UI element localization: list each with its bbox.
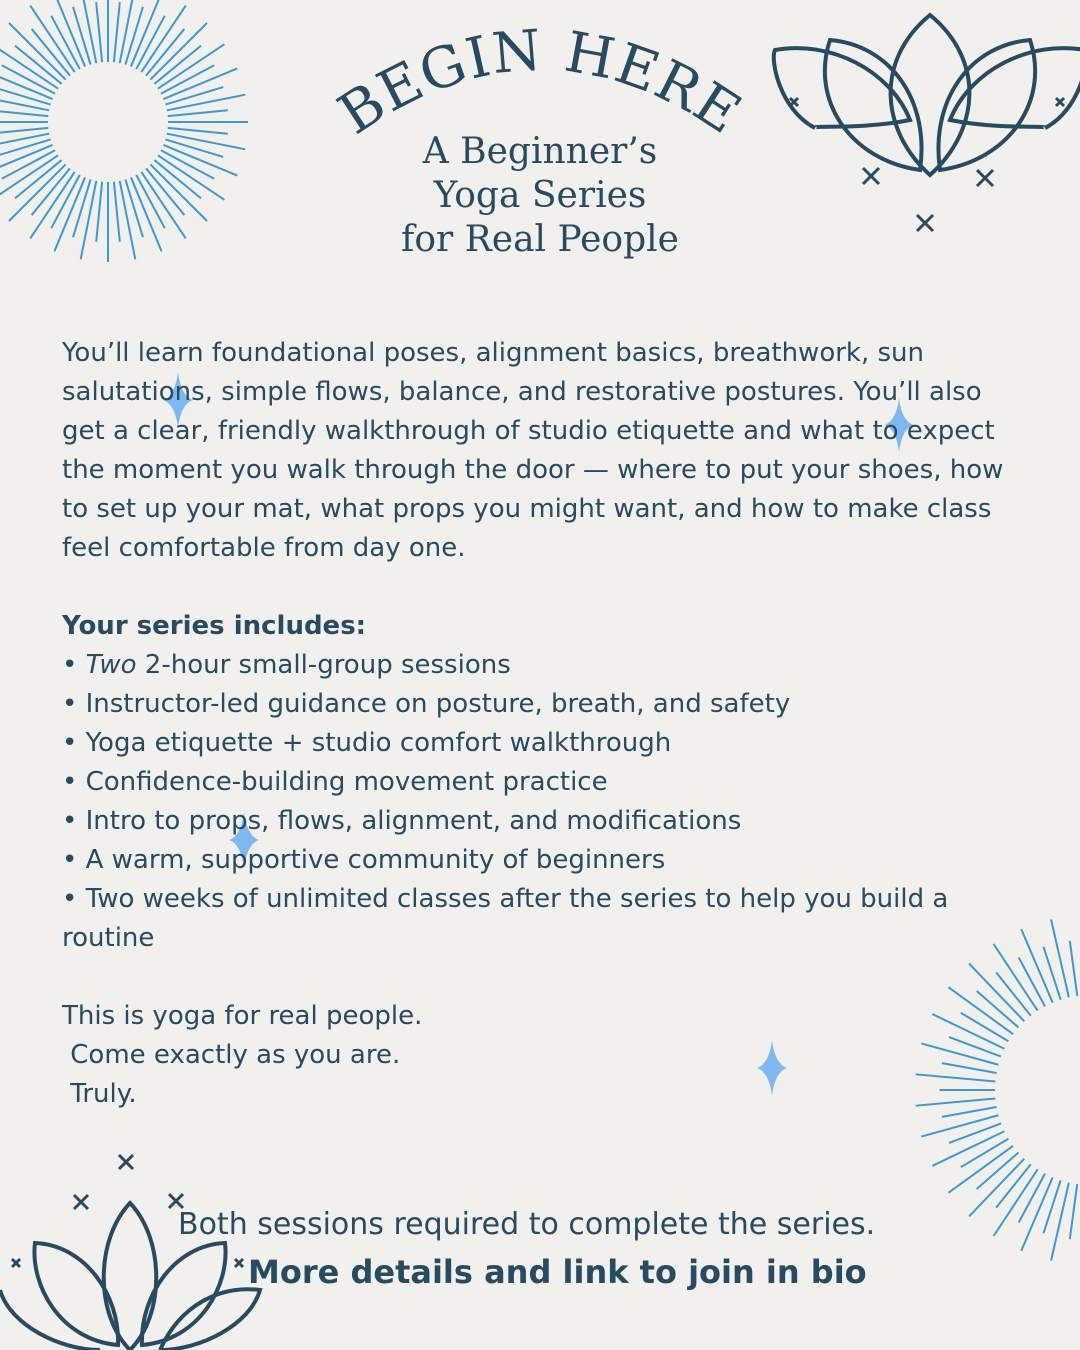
sunburst-icon-top-left bbox=[0, 0, 260, 280]
list-item: • Intro to props, flows, alignment, and modifications bbox=[62, 806, 742, 836]
list-item: • A warm, supportive community of beginners bbox=[62, 845, 666, 875]
list-item-text: 2-hour small-group sessions bbox=[136, 650, 511, 680]
includes-heading: Your series includes: bbox=[62, 611, 367, 641]
list-item: • Two weeks of unlimited classes after the series to help you build a routine bbox=[62, 884, 949, 953]
subtitle-line: for Real People bbox=[401, 219, 679, 260]
list-item: • Instructor-led guidance on posture, breath, and safety bbox=[62, 689, 791, 719]
intro-paragraph: You’ll learn foundational poses, alignment basics, breathwork, sun salutations, simple flows, balance, and restorative postures. You’ll also get a clear, friendly walkthrough of studio etiquette and what to expect the moment you walk through the door — where to put your shoes, how to set up your mat, what props you might want, and how to make class feel comfortable from day one. bbox=[62, 338, 1004, 563]
list-item-text: Two weeks of unlimited classes after the series to help you build a routine bbox=[62, 884, 949, 953]
list-item: • Yoga etiquette + studio comfort walkthrough bbox=[62, 728, 672, 758]
footer-note: Both sessions required to complete the series. bbox=[178, 1207, 876, 1242]
footer-cta: More details and link to join in bio bbox=[248, 1253, 867, 1291]
subtitle-line: A Beginner’s bbox=[422, 131, 658, 172]
list-item-text: Instructor-led guidance on posture, breath, and safety bbox=[85, 689, 791, 719]
subtitle bbox=[340, 130, 740, 262]
closing-line: Truly. bbox=[62, 1079, 137, 1109]
list-item-text: A warm, supportive community of beginners bbox=[85, 845, 666, 875]
list-item-text: Confidence-building movement practice bbox=[85, 767, 608, 797]
closing-line: Come exactly as you are. bbox=[62, 1040, 401, 1070]
arc-title-text: BEGIN HERE bbox=[327, 17, 753, 148]
list-item bbox=[62, 646, 1032, 685]
subtitle-line: Yoga Series bbox=[433, 175, 647, 216]
list-item-emphasis: Two bbox=[85, 650, 137, 680]
svg-text:BEGIN HERE bbox=[327, 18, 752, 147]
list-item-text: Yoga etiquette + studio comfort walkthrough bbox=[85, 728, 672, 758]
list-item: • Confidence-building movement practice bbox=[62, 767, 608, 797]
lotus-icon-top-right bbox=[770, 0, 1080, 250]
list-item-text: Intro to props, flows, alignment, and modifications bbox=[85, 806, 742, 836]
closing-line: This is yoga for real people. bbox=[62, 1001, 423, 1031]
main-content bbox=[62, 334, 1032, 1114]
bullet: • bbox=[62, 650, 78, 680]
lotus-icon-bottom-left bbox=[0, 1145, 270, 1350]
